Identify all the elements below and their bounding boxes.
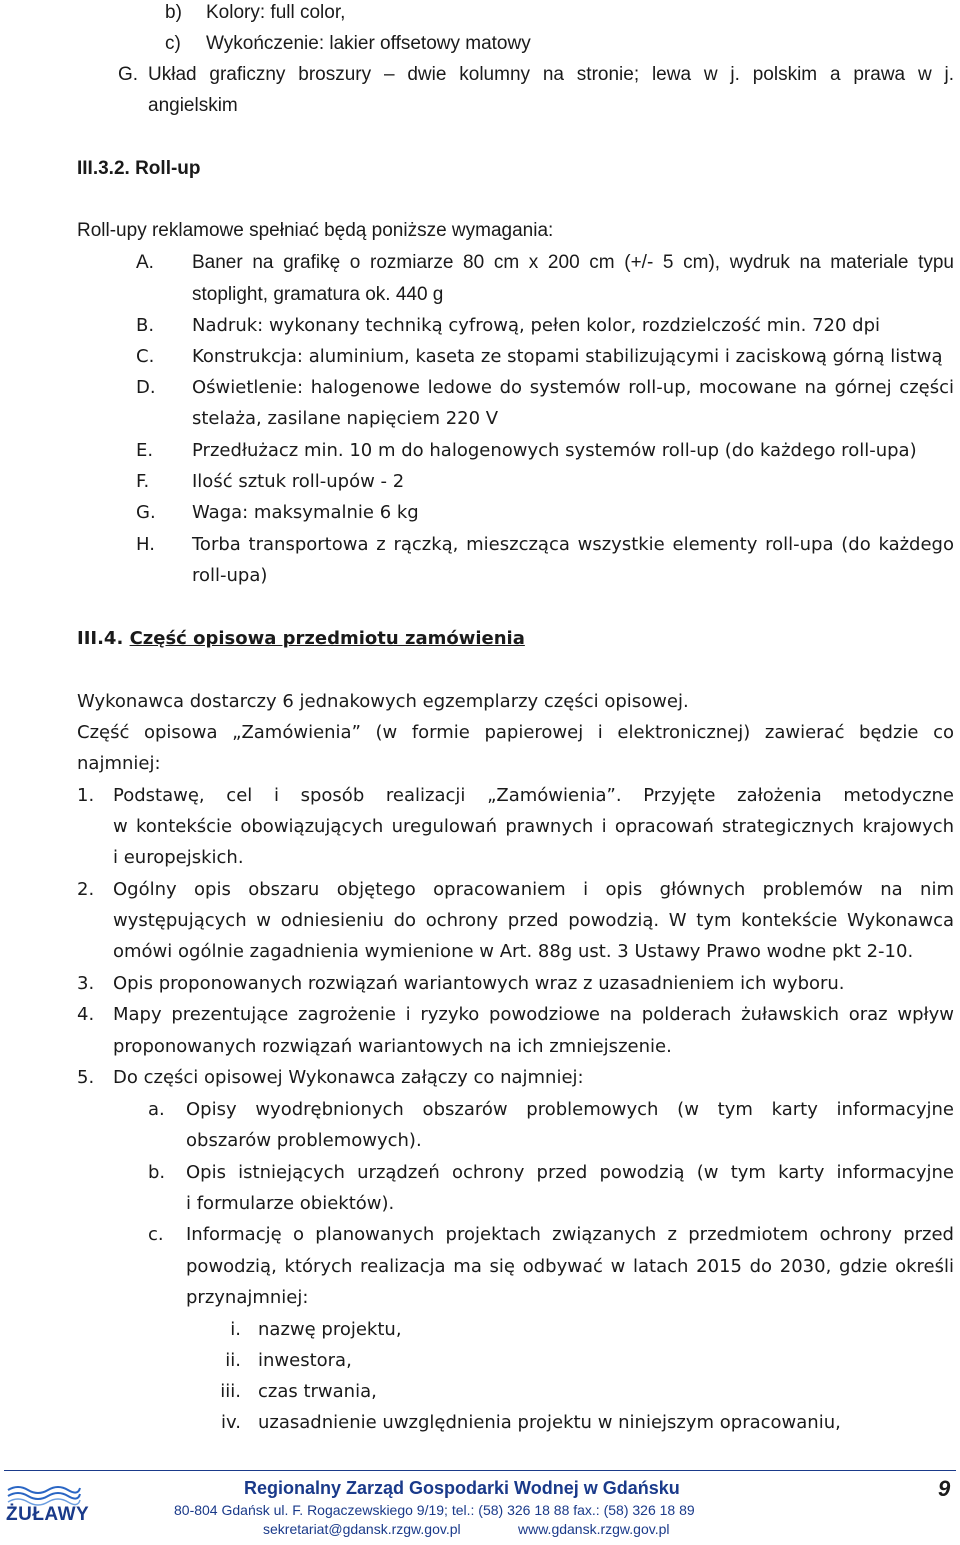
- footer-divider: [4, 1470, 956, 1471]
- list-item-text: Wykończenie: lakier offsetowy matowy: [206, 33, 531, 54]
- page-number: 9: [938, 1476, 951, 1501]
- list-marker: c): [165, 33, 181, 54]
- paragraph: najmniej:: [77, 753, 161, 774]
- list-item-text: Opis istniejących urządzeń ochrony przed powodzią (w tym karty informacyjne: [186, 1162, 954, 1183]
- list-item-text: Oświetlenie: halogenowe ledowe do systemów roll-up, mocowane na górnej części: [192, 377, 954, 398]
- list-item-text: Do części opisowej Wykonawca załączy co najmniej:: [113, 1067, 584, 1088]
- list-marker: b): [165, 2, 182, 23]
- list-item-text: Opis proponowanych rozwiązań wariantowych wraz z uzasadnieniem ich wyboru.: [113, 973, 845, 994]
- list-marker: G.: [118, 64, 139, 85]
- list-item-text: Ogólny opis obszaru objętego opracowaniem i opis głównych problemów na nim: [113, 879, 954, 900]
- list-item-text: Układ graficzny broszury – dwie kolumny na stronie; lewa w j. polskim a prawa w j.: [148, 64, 954, 85]
- list-marker: 4.: [77, 1004, 95, 1025]
- list-item-text: czas trwania,: [258, 1381, 377, 1402]
- list-marker: a.: [148, 1099, 165, 1120]
- list-marker: iii.: [220, 1381, 241, 1402]
- list-item-text: i formularze obiektów).: [186, 1193, 395, 1214]
- list-item-text: Przedłużacz min. 10 m do halogenowych systemów roll-up (do każdego roll-upa): [192, 440, 917, 461]
- list-marker: c.: [148, 1224, 164, 1245]
- paragraph: Wykonawca dostarczy 6 jednakowych egzemplarzy części opisowej.: [77, 691, 689, 712]
- list-item-text: przynajmniej:: [186, 1287, 309, 1308]
- list-item-text: Baner na grafikę o rozmiarze 80 cm x 200 cm (+/- 5 cm), wydruk na materiale typu: [192, 252, 954, 273]
- list-item-text: w kontekście obowiązujących uregulowań prawnych i opracowań strategicznych krajowych: [113, 816, 954, 837]
- list-marker: b.: [148, 1162, 166, 1183]
- list-marker: D.: [136, 377, 156, 398]
- list-item-text: proponowanych rozwiązań wariantowych na ich zmniejszenie.: [113, 1036, 672, 1057]
- list-item-text: stoplight, gramatura ok. 440 g: [192, 284, 444, 305]
- list-item-text: obszarów problemowych).: [186, 1130, 422, 1151]
- zulawy-logo: [4, 1480, 90, 1530]
- list-marker: A.: [136, 252, 154, 273]
- section-heading: [77, 626, 525, 652]
- footer-org-name: Regionalny Zarząd Gospodarki Wodnej w Gdańsku: [244, 1478, 680, 1498]
- list-item-text: Torba transportowa z rączką, mieszcząca wszystkie elementy roll-upa (do każdego: [192, 534, 954, 555]
- list-item-text: stelaża, zasilane napięciem 220 V: [192, 408, 499, 429]
- list-marker: E.: [136, 440, 154, 461]
- list-marker: 5.: [77, 1067, 95, 1088]
- list-item-text: inwestora,: [258, 1350, 352, 1371]
- list-item-text: roll-upa): [192, 565, 268, 586]
- list-item-text: Mapy prezentujące zagrożenie i ryzyko powodziowe na polderach żuławskich oraz wpływ: [113, 1004, 954, 1025]
- list-marker: B.: [136, 315, 155, 336]
- list-marker: 1.: [77, 785, 95, 806]
- list-item-text: Ilość sztuk roll-upów - 2: [192, 471, 405, 492]
- list-item-text: Opisy wyodrębnionych obszarów problemowych (w tym karty informacyjne: [186, 1099, 954, 1120]
- section-intro: Roll-upy reklamowe spełniać będą poniższe wymagania:: [77, 220, 554, 241]
- list-marker: G.: [136, 502, 156, 523]
- list-marker: 2.: [77, 879, 95, 900]
- list-item-text: powodzią, których realizacja ma się odbywać w latach 2015 do 2030, gdzie określi: [186, 1256, 954, 1277]
- list-item-text: Nadruk: wykonany techniką cyfrową, pełen kolor, rozdzielczość min. 720 dpi: [192, 315, 881, 336]
- list-item-text: Waga: maksymalnie 6 kg: [192, 502, 419, 523]
- list-item-text: i europejskich.: [113, 847, 244, 868]
- logo-text: ŻUŁAWY: [6, 1504, 90, 1525]
- list-item-text: występujących w odniesieniu do ochrony przed powodzią. W tym kontekście Wykonawca: [113, 910, 954, 931]
- heading-number: III.4.: [77, 628, 124, 649]
- list-item-text: uzasadnienie uwzględnienia projektu w niniejszym opracowaniu,: [258, 1412, 841, 1433]
- section-heading: III.3.2. Roll-up: [77, 158, 201, 179]
- list-item-text: Informację o planowanych projektach związanych z przedmiotem ochrony przed: [186, 1224, 954, 1245]
- footer-address: 80-804 Gdańsk ul. F. Rogaczewskiego 9/19; tel.: (58) 326 18 88 fax.: (58) 326 18 89: [174, 1502, 695, 1518]
- list-item-text: Podstawę, cel i sposób realizacji „Zamówienia”. Przyjęte założenia metodyczne: [113, 785, 954, 806]
- footer-website[interactable]: www.gdansk.rzgw.gov.pl: [518, 1521, 670, 1537]
- list-item-text: angielskim: [148, 95, 238, 116]
- list-marker: i.: [230, 1319, 241, 1340]
- list-item-text: Kolory: full color,: [206, 2, 346, 23]
- heading-text: Część opisowa przedmiotu zamówienia: [129, 628, 525, 649]
- list-item-text: omówi ogólnie zagadnienia wymienione w Art. 88g ust. 3 Ustawy Prawo wodne pkt 2-10.: [113, 941, 914, 962]
- list-marker: F.: [136, 471, 150, 492]
- footer-email[interactable]: sekretariat@gdansk.rzgw.gov.pl: [263, 1521, 461, 1537]
- paragraph: Część opisowa „Zamówienia” (w formie papierowej i elektronicznej) zawierać będzie co: [77, 722, 954, 743]
- list-item-text: Konstrukcja: aluminium, kaseta ze stopami stabilizującymi i zaciskową górną listwą: [192, 346, 943, 367]
- list-marker: C.: [136, 346, 155, 367]
- list-item-text: nazwę projektu,: [258, 1319, 402, 1340]
- list-marker: 3.: [77, 973, 95, 994]
- list-marker: H.: [136, 534, 155, 555]
- list-marker: ii.: [225, 1350, 241, 1371]
- list-marker: iv.: [221, 1412, 241, 1433]
